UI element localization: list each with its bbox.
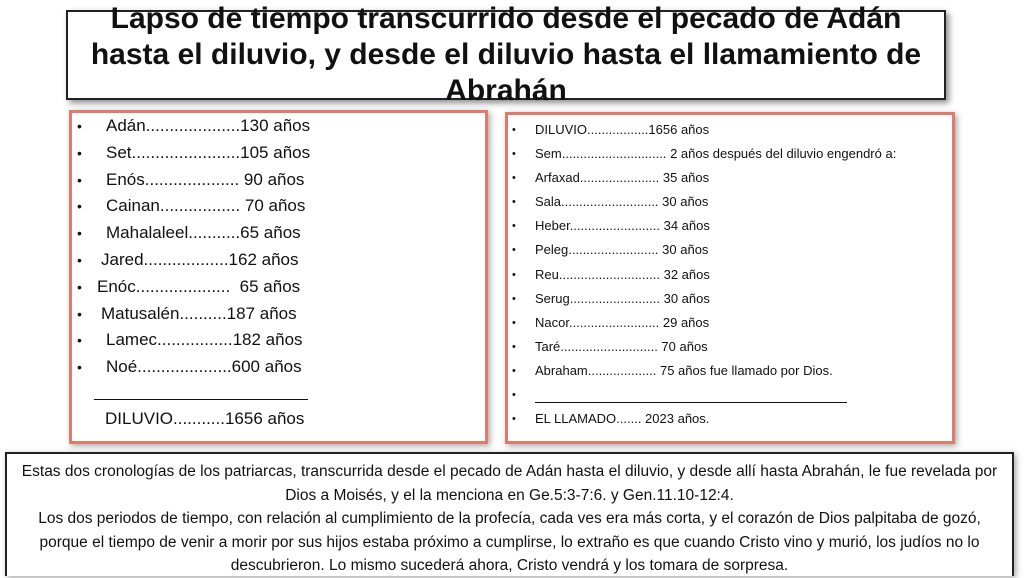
list-item: [72, 167, 485, 194]
list-item-text: Taré........................... 70 años: [535, 338, 708, 354]
bullet-icon: •: [512, 292, 516, 305]
list-item: [508, 383, 952, 407]
list-item: [508, 359, 952, 383]
list-item: [72, 113, 485, 140]
list-item: [508, 190, 952, 214]
list-item-text: Matusalén..........187 años: [101, 303, 297, 323]
list-item: [508, 263, 952, 287]
bullet-icon: •: [77, 305, 82, 322]
list-item: [508, 142, 952, 166]
list-item: [508, 214, 952, 238]
bullet-icon: •: [77, 359, 82, 376]
list-item: [72, 301, 485, 328]
list-item-text: Adán....................130 años: [106, 116, 311, 135]
explanation-box: [5, 452, 1014, 576]
bullet-icon: •: [77, 278, 82, 295]
patriarchs-after-flood-list: [508, 118, 952, 431]
list-item: [508, 407, 952, 431]
separator-line: [94, 399, 308, 400]
bullet-icon: •: [512, 148, 516, 161]
bullet-icon: •: [512, 220, 516, 233]
bullet-icon: •: [512, 244, 516, 257]
bullet-icon: •: [512, 124, 516, 136]
list-item: [72, 247, 485, 274]
list-item-text: DILUVIO.................1656 años: [535, 122, 710, 137]
bullet-icon: •: [512, 364, 516, 377]
page-title: Lapso de tiempo transcurrido desde el pecado de Adán hasta el diluvio, y desde el diluvio hasta el llamamiento de Abrahán: [90, 2, 922, 107]
bullet-icon: •: [512, 413, 516, 426]
bullet-icon: •: [512, 340, 516, 353]
separator-line: [535, 402, 847, 403]
bullet-icon: •: [77, 118, 82, 134]
list-item: [72, 274, 485, 301]
patriarchs-before-flood-panel: [69, 110, 488, 444]
patriarchs-after-flood-panel: [505, 112, 955, 444]
patriarchs-before-flood-list: [72, 113, 485, 381]
list-item-text: Abraham................... 75 años fue llamado por Dios.: [535, 362, 833, 378]
list-item-text: Nacor......................... 29 años: [535, 314, 710, 330]
list-item: [72, 354, 485, 381]
bullet-icon: •: [512, 316, 516, 329]
list-item-text: Reu............................ 32 años: [535, 266, 710, 282]
bullet-icon: •: [77, 251, 82, 268]
bullet-icon: •: [512, 268, 516, 281]
explanation-paragraph-1: Estas dos cronologías de los patriarcas, transcurrida desde el pecado de Adán hasta el diluvio, y desde allí hasta Abrahán, le fue revelada por Dios a Moisés, y el la menciona en Ge.5:3-7:6. y Gen.11.10-12:4.: [21, 463, 998, 504]
bullet-icon: •: [512, 196, 516, 209]
bullet-icon: •: [77, 332, 82, 349]
list-item: [508, 287, 952, 311]
list-item: [72, 193, 485, 220]
bullet-icon: •: [77, 171, 82, 188]
list-item-text: Sala........................... 30 años: [535, 194, 709, 210]
list-item-text: Arfaxad...................... 35 años: [535, 170, 710, 186]
bullet-icon: •: [77, 144, 82, 161]
bullet-icon: •: [512, 172, 516, 185]
list-item-text: Sem............................. 2 años después del diluvio engendró a:: [535, 146, 897, 162]
bullet-icon: •: [77, 198, 82, 215]
list-item-text: Enóc.................... 65 años: [97, 276, 301, 296]
list-item-text: Lamec................182 años: [106, 330, 303, 350]
list-item: [508, 311, 952, 335]
bullet-icon: •: [512, 389, 516, 402]
bullet-icon: •: [77, 225, 82, 242]
list-item-text: Set.......................105 años: [106, 142, 311, 162]
list-item-text: Jared..................162 años: [101, 249, 299, 269]
list-item-text: Peleg......................... 30 años: [535, 242, 709, 258]
title-box: [66, 2, 946, 107]
list-item-text: Noé....................600 años: [106, 357, 302, 377]
list-item: [72, 220, 485, 247]
list-item-text: Heber......................... 34 años: [535, 218, 710, 234]
list-item: [508, 238, 952, 262]
list-item-text: EL LLAMADO....... 2023 años.: [535, 411, 710, 427]
flood-total: DILUVIO...........1656 años: [105, 409, 305, 428]
list-item-text: Enós.................... 90 años: [106, 169, 305, 189]
list-item: [72, 140, 485, 167]
list-item: [508, 166, 952, 190]
list-item: [508, 335, 952, 359]
list-item-text: Cainan................. 70 años: [106, 196, 306, 216]
list-item-text: Serug......................... 30 años: [535, 290, 710, 306]
list-item: [72, 327, 485, 354]
list-item-text: Mahalaleel...........65 años: [106, 223, 301, 243]
explanation-paragraph-2: Los dos periodos de tiempo, con relación al cumplimiento de la profecía, cada ves era más corta, y el corazón de Dios palpitaba de gozó, porque el tiempo de venir a morir por sus hijos estaba próximo a cumplirse, lo extraño es que cuando Cristo vino y murió, los judíos no lo descubrieron. Lo mismo sucederá ahora, Cristo vendrá y los tomara de sorpresa.: [38, 510, 981, 574]
list-item: [508, 118, 952, 142]
